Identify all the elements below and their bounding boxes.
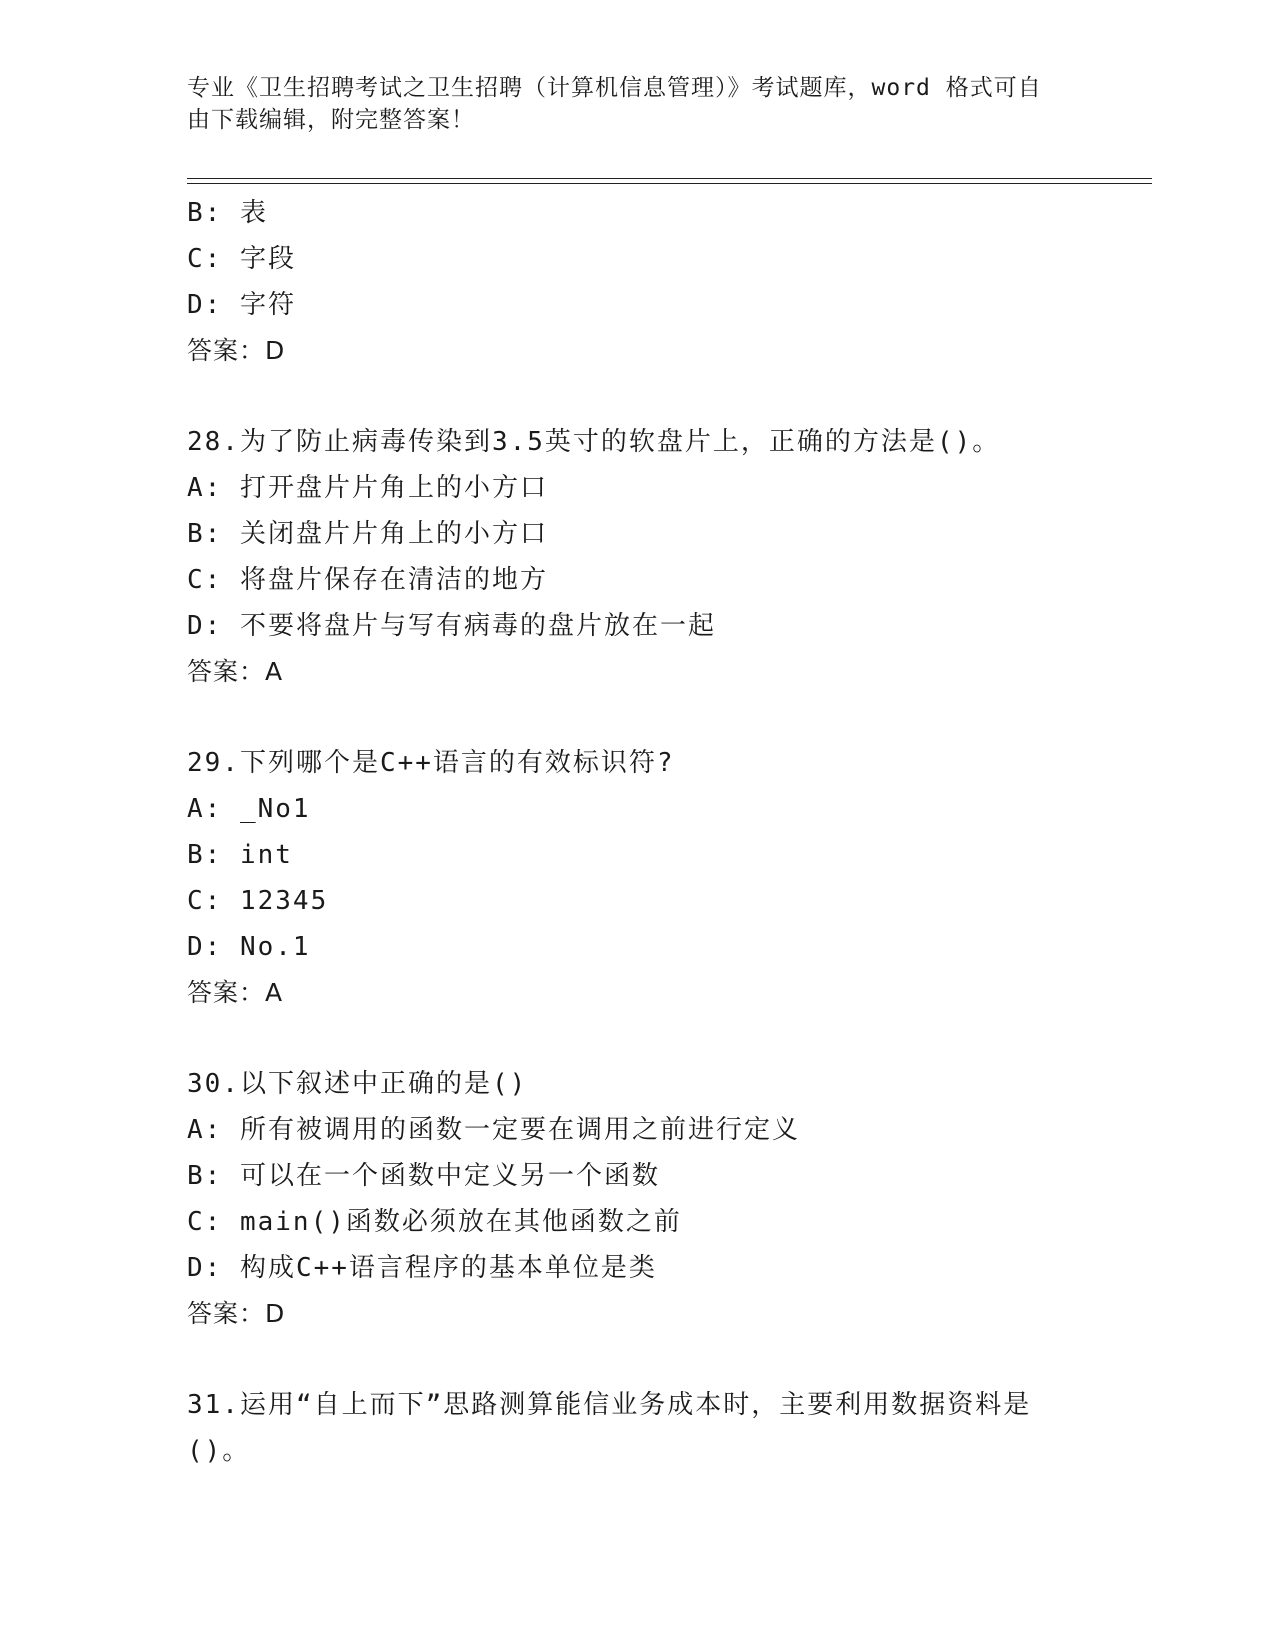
document-header	[187, 72, 1087, 136]
spacer	[187, 1337, 1087, 1382]
option-b: B: int	[187, 840, 293, 870]
header-line-2: 由下载编辑，附完整答案！	[187, 107, 475, 133]
option-c: C: 12345	[187, 886, 329, 916]
option-b: B: 关闭盘片片角上的小方口	[187, 519, 548, 549]
header-line-1: 专业《卫生招聘考试之卫生招聘（计算机信息管理）》考试题库，word 格式可自	[187, 75, 1042, 101]
option-a: A: _No1	[187, 794, 311, 824]
option-d: D: No.1	[187, 932, 311, 962]
spacer	[187, 695, 1087, 740]
question-text-line-1: 31.运用“自上而下”思路测算能信业务成本时，主要利用数据资料是	[187, 1390, 1032, 1420]
option-d: D: 不要将盘片与写有病毒的盘片放在一起	[187, 611, 716, 641]
option-d: D: 构成C++语言程序的基本单位是类	[187, 1253, 657, 1283]
question-text: 29.下列哪个是C++语言的有效标识符?	[187, 748, 675, 778]
question-30	[187, 1061, 1087, 1337]
question-31	[187, 1382, 1087, 1474]
answer: 答案：D	[187, 1299, 286, 1328]
question-text-line-2: ()。	[187, 1436, 251, 1466]
option-a: A: 所有被调用的函数一定要在调用之前进行定义	[187, 1115, 800, 1145]
option-c: C: 将盘片保存在清洁的地方	[187, 565, 548, 595]
option-c: C: main()函数必须放在其他函数之前	[187, 1207, 682, 1237]
option-b: B: 表	[187, 198, 268, 228]
option-b: B: 可以在一个函数中定义另一个函数	[187, 1161, 660, 1191]
question-29	[187, 740, 1087, 1016]
option-a: A: 打开盘片片角上的小方口	[187, 473, 548, 503]
question-28	[187, 419, 1087, 695]
answer: 答案：A	[187, 978, 284, 1007]
option-c: C: 字段	[187, 244, 296, 274]
question-text: 30.以下叙述中正确的是()	[187, 1069, 528, 1099]
option-d: D: 字符	[187, 290, 296, 320]
question-text: 28.为了防止病毒传染到3.5英寸的软盘片上，正确的方法是()。	[187, 427, 1001, 457]
header-divider-double	[187, 183, 1152, 184]
answer: 答案：A	[187, 657, 284, 686]
header-divider	[187, 178, 1152, 179]
spacer	[187, 1016, 1087, 1061]
spacer	[187, 374, 1087, 419]
question-list	[187, 190, 1087, 1474]
question-27-tail	[187, 190, 1087, 374]
answer: 答案：D	[187, 336, 286, 365]
